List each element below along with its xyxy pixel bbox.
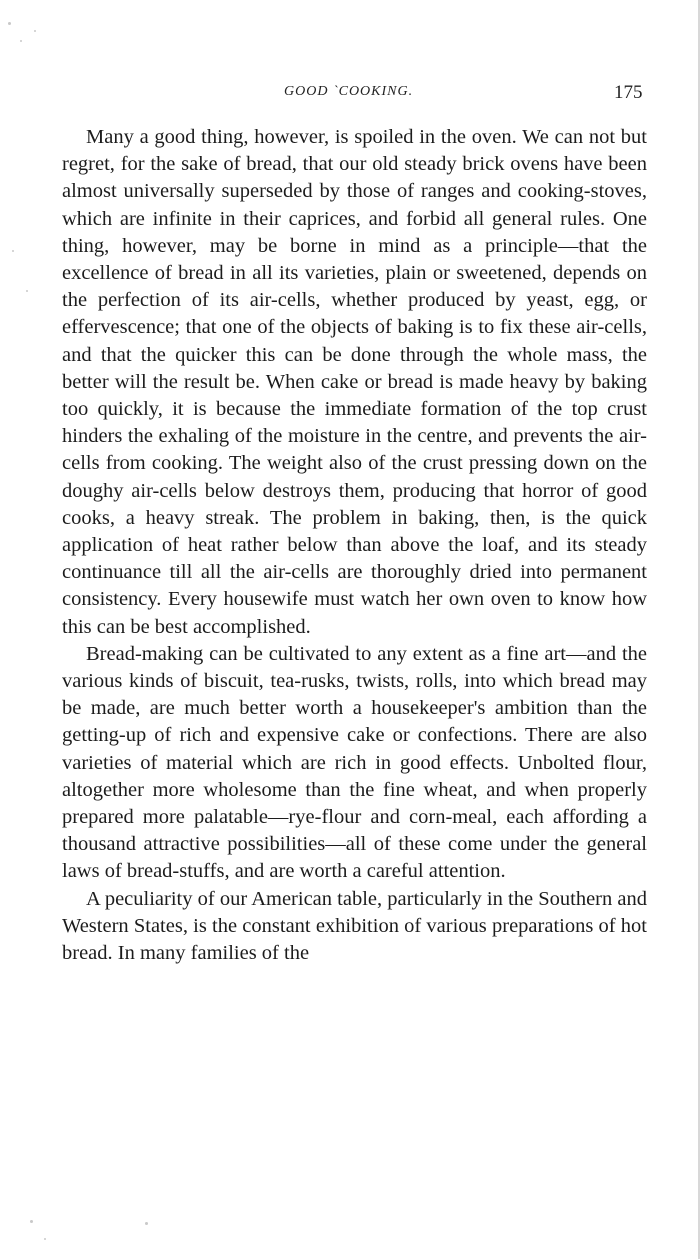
- paper-speckle: [44, 1238, 46, 1240]
- paper-speckle: [26, 290, 28, 292]
- page-number: 175: [614, 82, 643, 103]
- paper-speckle: [30, 1220, 33, 1223]
- paper-speckle: [20, 40, 22, 42]
- paper-speckle: [145, 1222, 148, 1225]
- body-text: [62, 124, 647, 967]
- paragraph-hot-bread: A peculiarity of our American table, particularly in the Southern and Western States, is the constant exhibition of various preparations of hot bread. In many families of the: [62, 887, 647, 965]
- paragraph-bread-making: Bread-making can be cultivated to any extent as a fine art—and the various kinds of biscuit, tea-rusks, twists, rolls, into which bread may be made, are much better worth a housekeeper's ambition than the getting-up of rich and expensive cake or confections. There are also varieties of material which are rich in good effects. Unbolted flour, altogether more wholesome than the fine wheat, and when properly prepared more palatable—rye-flour and corn-meal, each affording a thousand attractive possibilities—all of these come under the general laws of bread-stuffs, and are worth a careful attention.: [62, 642, 647, 883]
- running-title: GOOD `COOKING.: [284, 84, 414, 99]
- paper-speckle: [8, 22, 11, 25]
- paragraph-oven: Many a good thing, however, is spoiled in the oven. We can not but regret, for the sake of bread, that our old steady brick ovens have been almost universally superseded by those of ranges and cooking-stoves, which are infinite in their caprices, and forbid all general rules. One thing, however, may be borne in mind as a principle—that the excellence of bread in all its varieties, plain or sweetened, depends on the perfection of its air-cells, whether produced by yeast, egg, or effervescence; that one of the objects of baking is to fix these air-cells, and that the quicker this can be done through the whole mass, the better will the result be. When cake or bread is made heavy by baking too quickly, it is because the immediate formation of the top crust hinders the exhaling of the moisture in the centre, and prevents the air-cells from cooking. The weight also of the crust pressing down on the doughy air-cells below destroys them, producing that horror of good cooks, a heavy streak. The problem in baking, then, is the quick application of heat rather below than above the loaf, and its steady continuance till all the air-cells are thoroughly dried into permanent consistency. Every housewife must watch her own oven to know how this can be best accomplished.: [62, 126, 647, 638]
- paper-speckle: [34, 30, 36, 32]
- paper-speckle: [12, 250, 14, 252]
